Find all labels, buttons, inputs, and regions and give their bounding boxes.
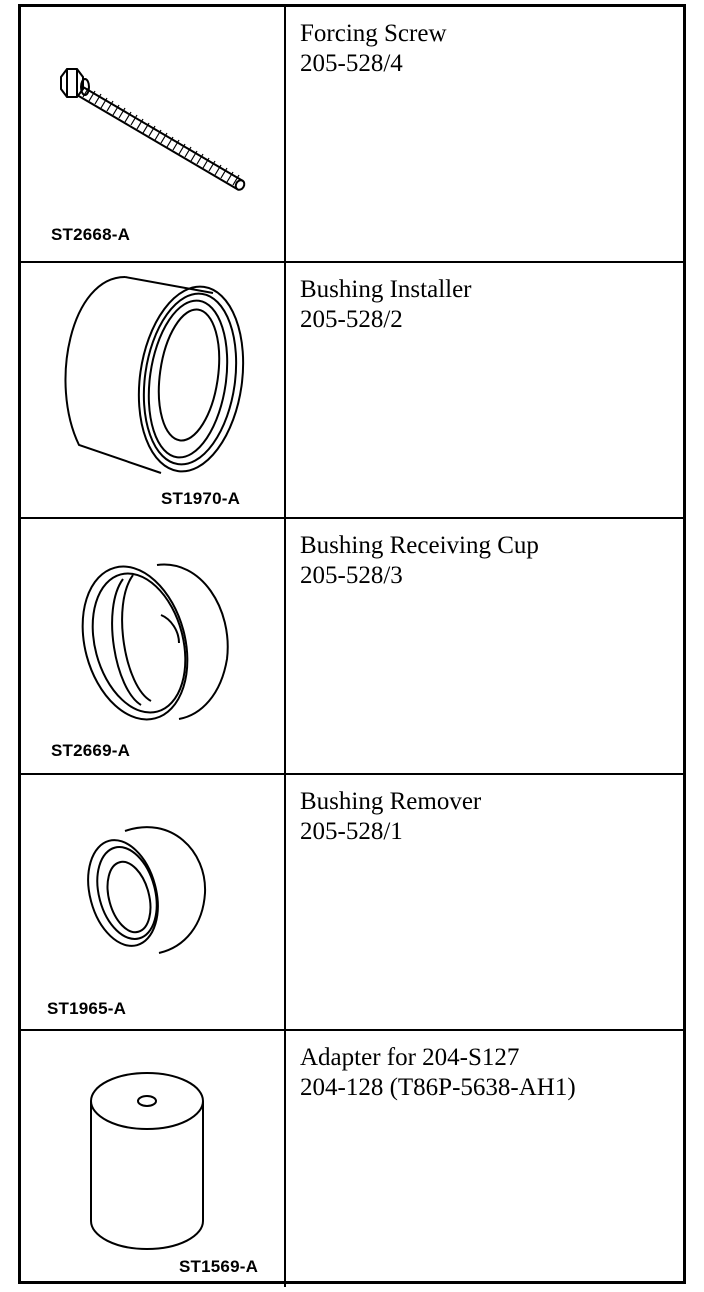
illustration-code: ST2668-A	[51, 225, 131, 244]
tool-illustration-cell	[21, 1031, 286, 1287]
tool-name: Adapter for 204-S127	[300, 1044, 520, 1071]
forcing-screw-icon	[21, 7, 284, 261]
tool-number: 205-528/1	[300, 818, 403, 845]
tool-illustration-cell	[21, 519, 286, 773]
tool-description-cell	[287, 519, 683, 773]
bushing-remover-icon	[21, 775, 284, 1029]
tool-illustration-cell	[21, 263, 286, 517]
tool-illustration-cell	[21, 7, 286, 261]
tool-name: Forcing Screw	[300, 20, 447, 47]
tool-description-cell	[287, 775, 683, 1029]
tool-name: Bushing Remover	[300, 788, 482, 815]
illustration-code: ST1965-A	[47, 999, 127, 1018]
tool-illustration-cell	[21, 775, 286, 1029]
tool-number: 205-528/4	[300, 50, 403, 77]
tool-number: 205-528/2	[300, 306, 403, 333]
illustration-code: ST2669-A	[51, 741, 131, 760]
illustration-code: ST1970-A	[161, 489, 241, 508]
tool-row-adapter	[21, 1031, 683, 1287]
tool-name: Bushing Receiving Cup	[300, 532, 539, 559]
tool-name: Bushing Installer	[300, 276, 472, 303]
tool-row-forcing-screw	[21, 7, 683, 263]
tool-description-cell	[287, 263, 683, 517]
tool-number: 204-128 (T86P-5638-AH1)	[300, 1074, 576, 1101]
adapter-icon	[21, 1031, 284, 1285]
tool-row-bushing-receiving-cup	[21, 519, 683, 775]
tool-row-bushing-remover	[21, 775, 683, 1031]
tool-description-cell	[287, 1031, 683, 1287]
tool-number: 205-528/3	[300, 562, 403, 589]
tool-row-bushing-installer	[21, 263, 683, 519]
bushing-installer-icon	[21, 263, 284, 517]
bushing-receiving-cup-icon	[21, 519, 284, 773]
special-tools-table	[18, 4, 686, 1284]
tool-description-cell	[287, 7, 683, 261]
illustration-code: ST1569-A	[179, 1257, 259, 1276]
